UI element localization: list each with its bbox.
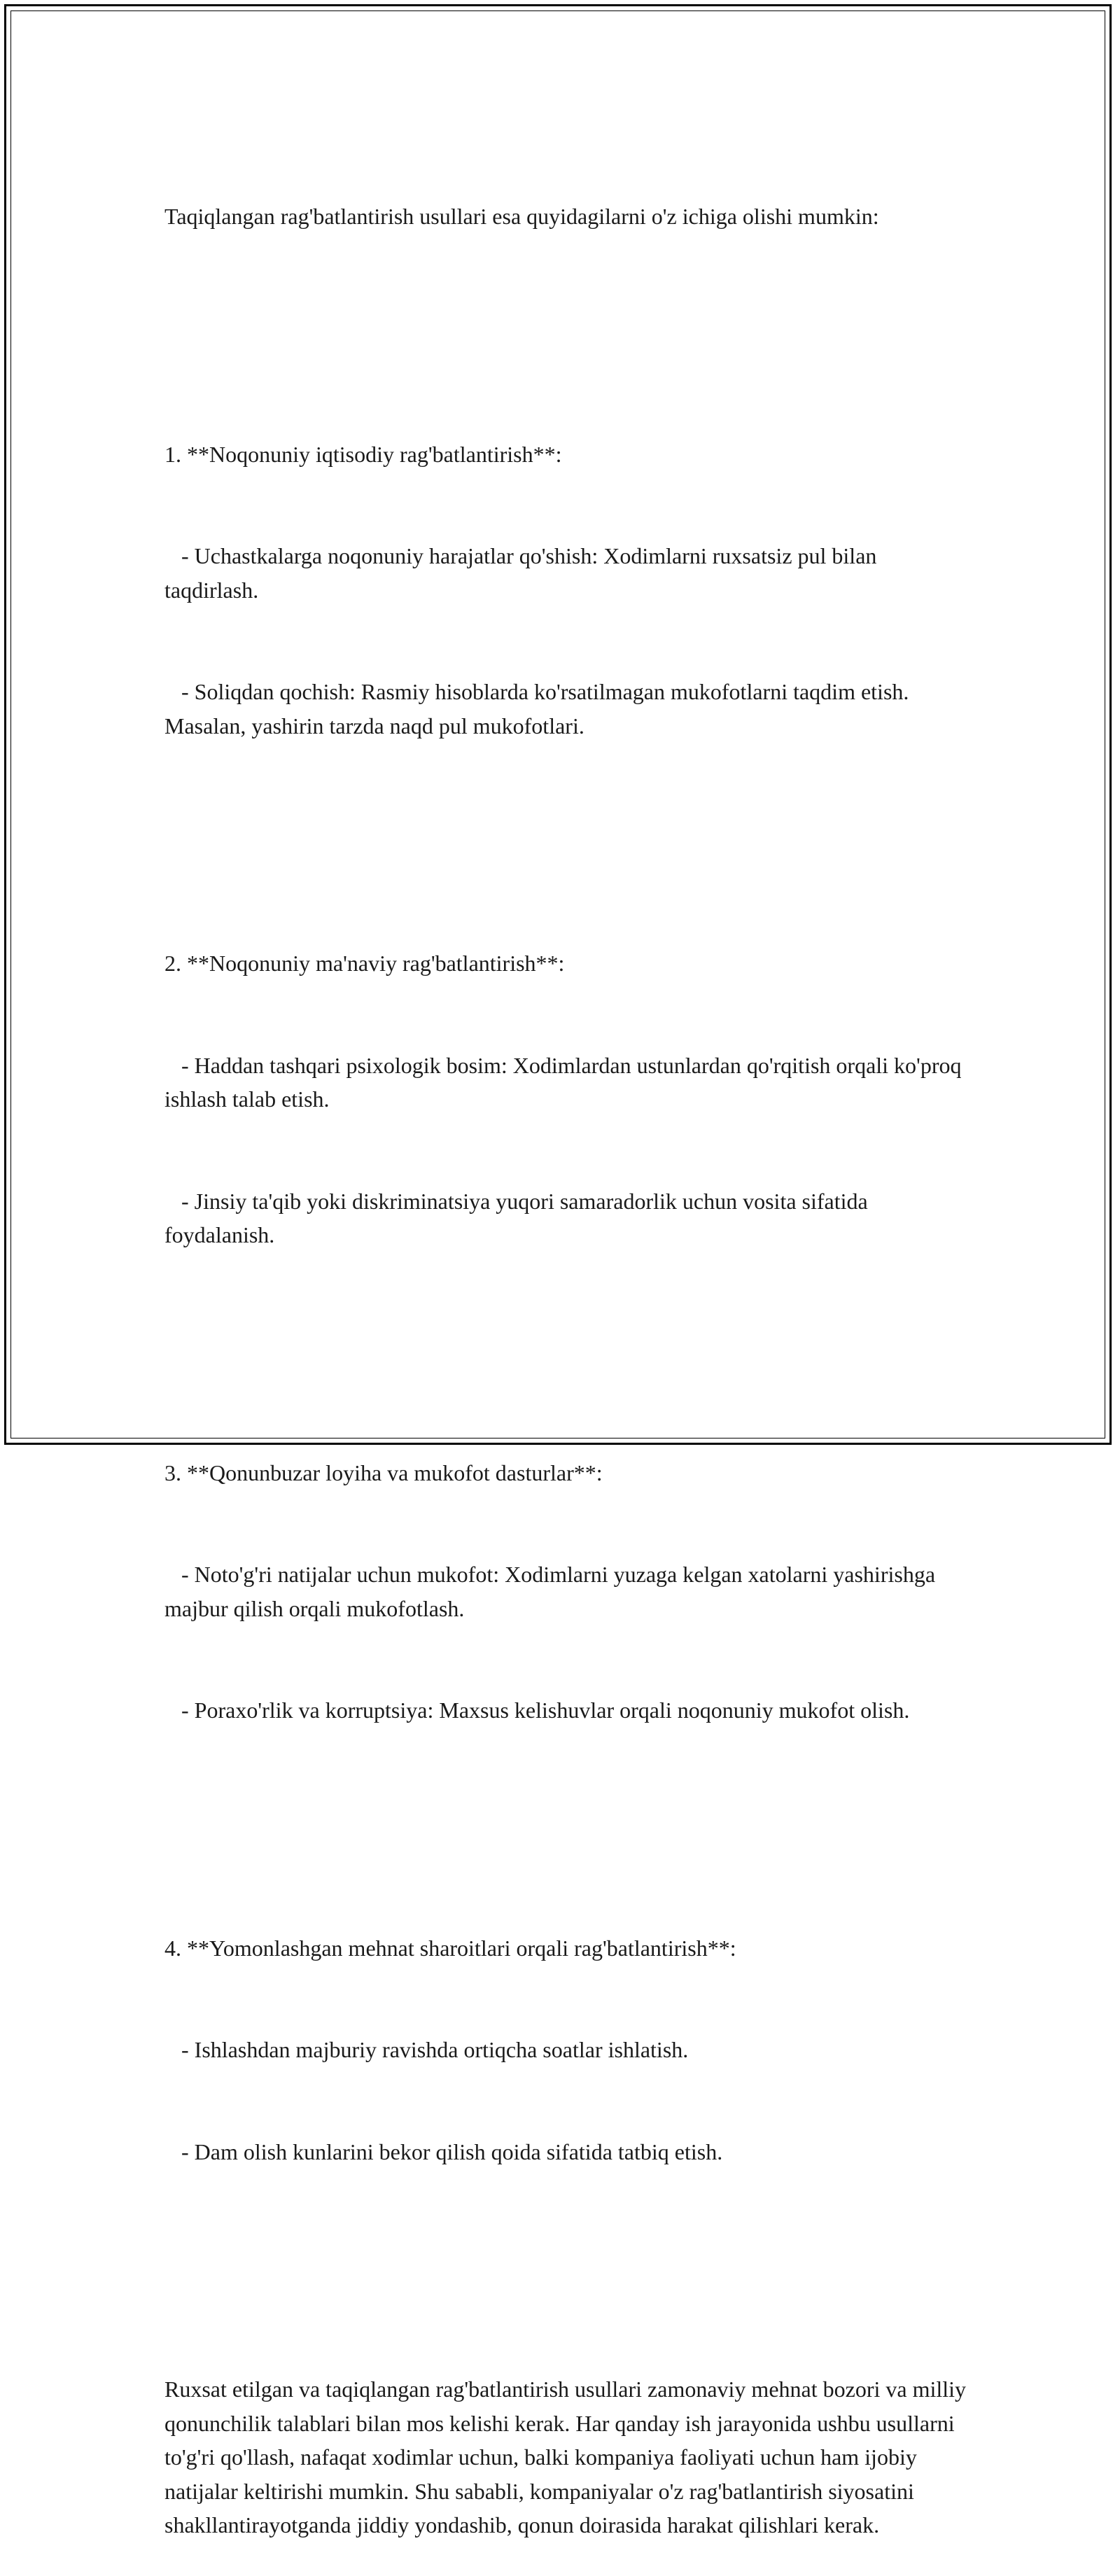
intro-paragraph: Taqiqlangan rag'batlantirish usullari esa quyidagilarni o'z ichiga olishi mumkin: (164, 204, 879, 229)
list-item: - Uchastkalarga noqonuniy harajatlar qo'shish: Xodimlarni ruxsatsiz pul bilan taqdirlash. (164, 543, 883, 603)
section-heading: 3. **Qonunbuzar loyiha va mukofot dasturlar**: (164, 1460, 603, 1485)
list-item: - Poraxo'rlik va korruptsiya: Maxsus kelishuvlar orqali noqonuniy mukofot olish. (164, 1698, 910, 1723)
spacer (164, 2236, 966, 2271)
list-item: - Noto'g'ri natijalar uchun mukofot: Xodimlarni yuzaga kelgan xatolarni yashirishga majbur qilish orqali mukofotlash. (164, 1562, 941, 1621)
list-item: - Haddan tashqari psixologik bosim: Xodimlardan ustunlardan qo'rqitish orqali ko'proq ishlash talab etish. (164, 1052, 967, 1112)
spacer (164, 1795, 966, 1830)
section-heading: 2. **Noqonuniy ma'naviy rag'batlantirish**: (164, 951, 565, 976)
list-item: - Dam olish kunlarini bekor qilish qoida sifatida tatbiq etish. (164, 2138, 723, 2164)
list-item: - Jinsiy ta'qib yoki diskriminatsiya yuqori samaradorlik uchun vosita sifatida foydalanish. (164, 1188, 874, 1247)
spacer (164, 811, 966, 845)
document-body (164, 132, 972, 2576)
conclusion-paragraph: Ruxsat etilgan va taqiqlangan rag'batlantirish usullari zamonaviy mehnat bozori va milliy qonunchilik talablari bilan mos kelishi kerak. Har qanday ish jarayonida ushbu usullarni to'g'ri qo'llash, nafaqat xodimlar uchun, balki kompaniya faoliyati uchun ham ijobiy natijalar keltirishi mumkin. Shu sababli, kompaniyalar o'z rag'batlantirish siyosatini shakllantirayotganda jiddiy yondashib, qonun doirasida harakat qilishlari kerak. (164, 2376, 972, 2538)
spacer (164, 302, 966, 336)
section-heading: 1. **Noqonuniy iqtisodiy rag'batlantirish**: (164, 441, 562, 467)
spacer (164, 1320, 966, 1354)
list-item: - Soliqdan qochish: Rasmiy hisoblarda ko'rsatilmagan mukofotlarni taqdim etish. Masalan, yashirin tarzda naqd pul mukofotlari. (164, 679, 915, 738)
section-heading: 4. **Yomonlashgan mehnat sharoitlari orqali rag'batlantirish**: (164, 1935, 736, 1961)
list-item: - Ishlashdan majburiy ravishda ortiqcha soatlar ishlatish. (164, 2037, 689, 2062)
